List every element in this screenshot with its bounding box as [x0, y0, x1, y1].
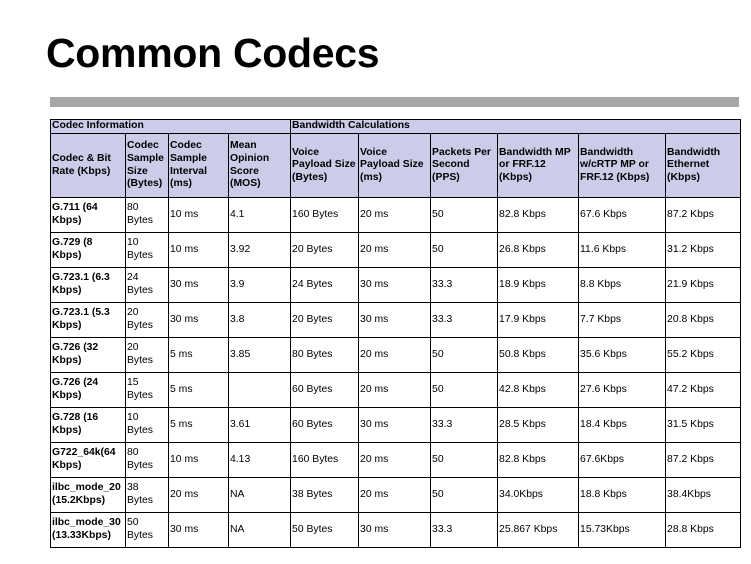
column-header: Bandwidth Ethernet (Kbps) [666, 134, 741, 198]
table-cell: 50 [431, 373, 498, 408]
table-cell: NA [229, 513, 291, 548]
table-row [51, 443, 741, 478]
table-cell: 20 Bytes [126, 338, 169, 373]
table-cell: 34.0Kbps [498, 478, 579, 513]
table-cell: 55.2 Kbps [666, 338, 741, 373]
table-cell: 10 ms [169, 198, 229, 233]
table-cell: 5 ms [169, 338, 229, 373]
table-cell: 26.8 Kbps [498, 233, 579, 268]
table-row [51, 338, 741, 373]
table-row [51, 513, 741, 548]
table-cell: G.723.1 (6.3 Kbps) [51, 268, 126, 303]
group-header-row [51, 120, 741, 134]
table-cell: 50.8 Kbps [498, 338, 579, 373]
column-header: Bandwidth MP or FRF.12 (Kbps) [498, 134, 579, 198]
table-cell: 7.7 Kbps [579, 303, 666, 338]
table-cell: 80 Bytes [126, 198, 169, 233]
table-row [51, 408, 741, 443]
table-cell: 87.2 Kbps [666, 443, 741, 478]
table-cell: 24 Bytes [126, 268, 169, 303]
table-cell: 11.6 Kbps [579, 233, 666, 268]
table-cell: 20 ms [359, 443, 431, 478]
table-cell: 31.5 Kbps [666, 408, 741, 443]
table-cell: 18.8 Kbps [579, 478, 666, 513]
table-cell: 80 Bytes [126, 443, 169, 478]
table-cell: 30 ms [359, 513, 431, 548]
table-row [51, 198, 741, 233]
table-cell: 28.5 Kbps [498, 408, 579, 443]
table-cell: 33.3 [431, 513, 498, 548]
table-cell: 4.13 [229, 443, 291, 478]
table-cell: 50 [431, 233, 498, 268]
table-cell: 82.8 Kbps [498, 443, 579, 478]
table-cell: 10 Bytes [126, 408, 169, 443]
table-cell: 28.8 Kbps [666, 513, 741, 548]
table-cell: 35.6 Kbps [579, 338, 666, 373]
table-cell: ilbc_mode_20 (15.2Kbps) [51, 478, 126, 513]
table-cell: 160 Bytes [291, 443, 359, 478]
table-cell: 10 Bytes [126, 233, 169, 268]
table-cell: 10 ms [169, 443, 229, 478]
column-header: Codec Sample Interval (ms) [169, 134, 229, 198]
column-header-row [51, 134, 741, 198]
table-cell: 50 [431, 443, 498, 478]
column-header: Voice Payload Size (ms) [359, 134, 431, 198]
table-cell: 33.3 [431, 303, 498, 338]
table-cell: 20 ms [359, 478, 431, 513]
table-cell: 30 ms [169, 513, 229, 548]
table-cell: G.726 (24 Kbps) [51, 373, 126, 408]
table-row [51, 303, 741, 338]
table-cell: 67.6Kbps [579, 443, 666, 478]
table-cell: 5 ms [169, 373, 229, 408]
table-row [51, 373, 741, 408]
table-cell [229, 373, 291, 408]
table-cell: 8.8 Kbps [579, 268, 666, 303]
table-cell: 67.6 Kbps [579, 198, 666, 233]
table-cell: 80 Bytes [291, 338, 359, 373]
table-cell: 3.61 [229, 408, 291, 443]
table-cell: 15 Bytes [126, 373, 169, 408]
table-cell: 20 Bytes [291, 233, 359, 268]
table-cell: 20.8 Kbps [666, 303, 741, 338]
table-cell: 3.8 [229, 303, 291, 338]
table-cell: 30 ms [359, 303, 431, 338]
table-row [51, 268, 741, 303]
group-header-bandwidth-calculations: Bandwidth Calculations [291, 120, 741, 134]
table-cell: ilbc_mode_30 (13.33Kbps) [51, 513, 126, 548]
table-row [51, 233, 741, 268]
table-cell: 15.73Kbps [579, 513, 666, 548]
group-header-codec-information: Codec Information [51, 120, 291, 134]
table-cell: 50 Bytes [291, 513, 359, 548]
table-cell: 5 ms [169, 408, 229, 443]
table-cell: G722_64k(64 Kbps) [51, 443, 126, 478]
table-cell: G.726 (32 Kbps) [51, 338, 126, 373]
table-cell: 20 Bytes [126, 303, 169, 338]
column-header: Voice Payload Size (Bytes) [291, 134, 359, 198]
table-cell: 3.85 [229, 338, 291, 373]
table-cell: 27.6 Kbps [579, 373, 666, 408]
table-cell: 42.8 Kbps [498, 373, 579, 408]
table-cell: 21.9 Kbps [666, 268, 741, 303]
table-cell: 24 Bytes [291, 268, 359, 303]
table-cell: 4.1 [229, 198, 291, 233]
table-cell: G.729 (8 Kbps) [51, 233, 126, 268]
table-cell: 30 ms [169, 268, 229, 303]
column-header: Codec & Bit Rate (Kbps) [51, 134, 126, 198]
table-cell: 30 ms [359, 408, 431, 443]
table-cell: 160 Bytes [291, 198, 359, 233]
table-cell: 33.3 [431, 268, 498, 303]
table-cell: 25.867 Kbps [498, 513, 579, 548]
table-cell: 50 [431, 338, 498, 373]
table-cell: 20 ms [359, 198, 431, 233]
title-divider [50, 97, 739, 107]
table-cell: 30 ms [359, 268, 431, 303]
table-cell: G.711 (64 Kbps) [51, 198, 126, 233]
table-cell: 20 ms [359, 338, 431, 373]
column-header: Mean Opinion Score (MOS) [229, 134, 291, 198]
table-cell: 38 Bytes [291, 478, 359, 513]
table-cell: 18.4 Kbps [579, 408, 666, 443]
column-header: Bandwidth w/cRTP MP or FRF.12 (Kbps) [579, 134, 666, 198]
table-cell: 47.2 Kbps [666, 373, 741, 408]
table-cell: 20 ms [359, 373, 431, 408]
table-cell: 3.92 [229, 233, 291, 268]
codec-table [50, 119, 741, 548]
table-cell: 10 ms [169, 233, 229, 268]
table-cell: 17.9 Kbps [498, 303, 579, 338]
table-cell: 38 Bytes [126, 478, 169, 513]
slide-title: Common Codecs [46, 30, 380, 76]
table-cell: 50 [431, 478, 498, 513]
table-cell: 20 Bytes [291, 303, 359, 338]
table-row [51, 478, 741, 513]
table-cell: G.723.1 (5.3 Kbps) [51, 303, 126, 338]
table-cell: 82.8 Kbps [498, 198, 579, 233]
table-cell: 18.9 Kbps [498, 268, 579, 303]
table-cell: 38.4Kbps [666, 478, 741, 513]
table-cell: 50 Bytes [126, 513, 169, 548]
table-cell: 30 ms [169, 303, 229, 338]
table-cell: G.728 (16 Kbps) [51, 408, 126, 443]
table-cell: 50 [431, 198, 498, 233]
table-cell: 60 Bytes [291, 373, 359, 408]
table-cell: 33.3 [431, 408, 498, 443]
table-cell: 60 Bytes [291, 408, 359, 443]
table-cell: 3.9 [229, 268, 291, 303]
column-header: Packets Per Second (PPS) [431, 134, 498, 198]
table-cell: 20 ms [359, 233, 431, 268]
table-cell: 31.2 Kbps [666, 233, 741, 268]
column-header: Codec Sample Size (Bytes) [126, 134, 169, 198]
table-cell: 20 ms [169, 478, 229, 513]
table-cell: 87.2 Kbps [666, 198, 741, 233]
table-cell: NA [229, 478, 291, 513]
